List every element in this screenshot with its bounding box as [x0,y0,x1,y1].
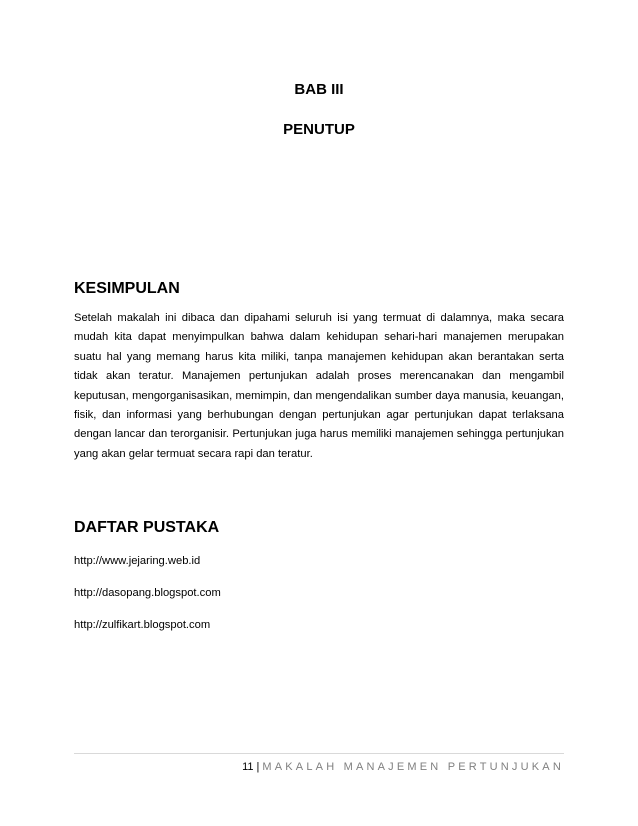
page-footer [242,760,564,774]
chapter-title: PENUTUP [283,121,355,138]
reference-list [74,554,221,650]
reference-item: http://www.jejaring.web.id [74,555,201,567]
daftar-pustaka-heading: DAFTAR PUSTAKA [74,519,220,536]
footer-separator: | [256,761,260,773]
chapter-number: BAB III [294,81,344,98]
running-title: MAKALAH MANAJEMEN PERTUNJUKAN [262,761,564,773]
reference-item: http://zulfikart.blogspot.com [74,619,211,631]
footer-divider [74,753,564,754]
kesimpulan-paragraph: Setelah makalah ini dibaca dan dipahami seluruh isi yang termuat di dalamnya, maka secara mudah kita dapat menyimpulkan bahwa dalam kehidupan sehari-hari manajemen merupakan suatu hal yang memang harus kita miliki, tanpa manajemen kehidupan akan berantakan serta tidak akan teratur. Manajemen pertunjukan adalah proses merencanakan dan mengambil keputusan, mengorganisasikan, memimpin, dan mengendalikan sumber daya manusia, keuangan, fisik, dan informasi yang berhubungan dengan pertunjukan agar pertunjukan dapat terlaksana dengan lancar dan terorganisir. Pertunjukan juga harus memiliki manajemen sehingga pertunjukan yang akan gelar termuat secara rapi dan teratur. [74,312,564,460]
reference-item: http://dasopang.blogspot.com [74,587,221,599]
kesimpulan-heading: KESIMPULAN [74,280,180,297]
page-number: 11 [242,761,254,773]
